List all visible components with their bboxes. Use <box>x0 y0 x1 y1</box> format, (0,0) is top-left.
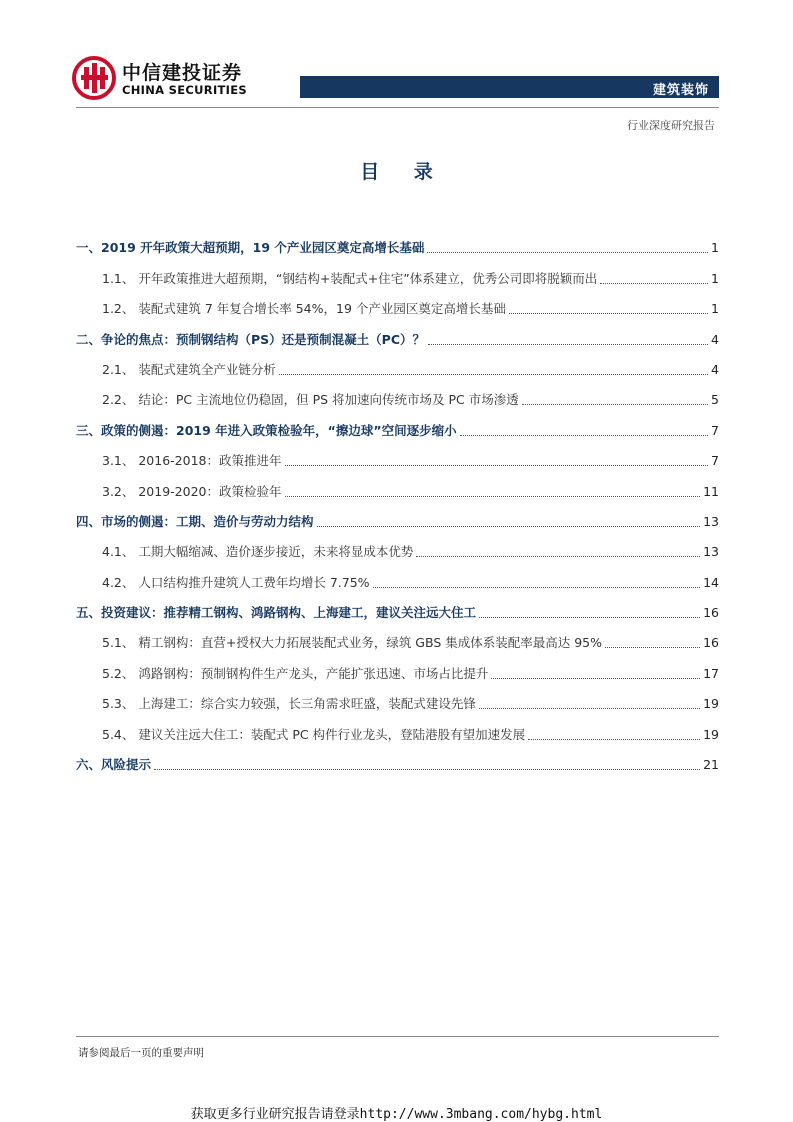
toc-chapter-entry[interactable] <box>76 324 719 354</box>
toc-chapter-entry[interactable] <box>76 598 719 628</box>
toc-page-number[interactable]: 7 <box>711 453 719 469</box>
toc-dot-leader <box>522 404 708 405</box>
toc-entry-title[interactable]: 1.1、 开年政策推进大超预期，“钢结构+装配式+住宅”体系建立，优秀公司即将脱颖而出 <box>102 270 598 286</box>
toc-dot-leader <box>416 556 700 557</box>
toc-page-number[interactable]: 21 <box>703 757 719 773</box>
toc-section-entry[interactable] <box>76 719 719 749</box>
disclaimer: 请参阅最后一页的重要声明 <box>78 1047 204 1059</box>
toc-page-number[interactable]: 4 <box>711 361 719 377</box>
toc-page-number[interactable]: 1 <box>711 301 719 317</box>
toc-entry-title[interactable]: 5.2、 鸿路钢构：预制钢构件生产龙头，产能扩张迅速、市场占比提升 <box>102 665 489 681</box>
sector-label: 建筑装饰 <box>652 83 709 98</box>
toc-dot-leader <box>460 435 708 436</box>
toc-dot-leader <box>605 647 700 648</box>
toc-entry-title[interactable]: 5.1、 精工钢构：直营+授权大力拓展装配式业务，绿筑 GBS 集成体系装配率最高达 95% <box>102 635 603 651</box>
website-note[interactable]: 获取更多行业研究报告请登录http://www.3mbang.com/hybg.html <box>190 1107 603 1122</box>
toc-chapter-entry[interactable] <box>76 750 719 780</box>
toc-dot-leader <box>491 678 700 679</box>
header-divider <box>76 107 719 108</box>
toc-title: 目 录 <box>360 161 447 183</box>
toc-page-number[interactable]: 5 <box>711 392 719 408</box>
toc-entry-title[interactable]: 六、风险提示 <box>76 757 152 773</box>
toc-entry-title[interactable]: 四、市场的侧遏：工期、造价与劳动力结构 <box>76 513 314 529</box>
toc-dot-leader <box>373 587 701 588</box>
toc-entry-title[interactable]: 3.2、 2019-2020：政策检验年 <box>102 483 282 499</box>
toc-dot-leader <box>509 313 708 314</box>
toc-entry-title[interactable]: 5.3、 上海建工：综合实力较强，长三角需求旺盛，装配式建设先锋 <box>102 696 476 712</box>
toc-dot-leader <box>279 374 708 375</box>
toc-page-number[interactable]: 14 <box>703 574 719 590</box>
toc-section-entry[interactable] <box>76 689 719 719</box>
toc-chapter-entry[interactable] <box>76 507 719 537</box>
toc-entry-title[interactable]: 4.2、 人口结构推升建筑人工费年均增长 7.75% <box>102 574 370 590</box>
toc-dot-leader <box>154 769 700 770</box>
toc-page-number[interactable]: 16 <box>703 605 719 621</box>
toc-dot-leader <box>428 344 708 345</box>
toc-dot-leader <box>600 283 708 284</box>
toc-page-number[interactable]: 4 <box>711 331 719 347</box>
toc-page-number[interactable]: 11 <box>703 483 719 499</box>
toc-page-number[interactable]: 13 <box>703 513 719 529</box>
company-logo <box>72 56 252 106</box>
footer-divider <box>76 1036 719 1037</box>
toc-section-entry[interactable] <box>76 294 719 324</box>
toc-section-entry[interactable] <box>76 537 719 567</box>
toc-dot-leader <box>427 252 708 253</box>
toc-page-number[interactable]: 1 <box>711 270 719 286</box>
toc-entry-title[interactable]: 4.1、 工期大幅缩减、造价逐步接近，未来将显成本优势 <box>102 544 414 560</box>
toc-section-entry[interactable] <box>76 446 719 476</box>
logo-chinese-name: 中信建投证券 <box>122 62 243 84</box>
toc-dot-leader <box>285 465 709 466</box>
toc-dot-leader <box>317 526 701 527</box>
toc-entry-title[interactable]: 5.4、 建议关注远大住工：装配式 PC 构件行业龙头，登陆港股有望加速发展 <box>102 726 526 742</box>
toc-entry-title[interactable]: 2.2、 结论：PC 主流地位仍稳固，但 PS 将加速向传统市场及 PC 市场渗透 <box>102 392 519 408</box>
toc-chapter-entry[interactable] <box>76 233 719 263</box>
table-of-contents <box>76 233 719 780</box>
citic-logo-icon <box>72 56 116 100</box>
toc-page-number[interactable]: 7 <box>711 422 719 438</box>
toc-page-number[interactable]: 1 <box>711 240 719 256</box>
toc-section-entry[interactable] <box>76 567 719 597</box>
sector-banner <box>300 76 719 98</box>
toc-section-entry[interactable] <box>76 385 719 415</box>
report-type: 行业深度研究报告 <box>627 119 715 132</box>
toc-entry-title[interactable]: 1.2、 装配式建筑 7 年复合增长率 54%，19 个产业园区奠定高增长基础 <box>102 301 506 317</box>
toc-section-entry[interactable] <box>76 476 719 506</box>
toc-dot-leader <box>285 496 701 497</box>
toc-page-number[interactable]: 19 <box>703 726 719 742</box>
toc-section-entry[interactable] <box>76 263 719 293</box>
toc-entry-title[interactable]: 三、政策的侧遏：2019 年进入政策检验年，“擦边球”空间逐步缩小 <box>76 422 457 438</box>
toc-section-entry[interactable] <box>76 628 719 658</box>
toc-entry-title[interactable]: 2.1、 装配式建筑全产业链分析 <box>102 361 276 377</box>
toc-dot-leader <box>479 708 700 709</box>
toc-entry-title[interactable]: 二、争论的焦点：预制钢结构（PS）还是预制混凝土（PC）？ <box>76 331 426 347</box>
toc-entry-title[interactable]: 一、2019 开年政策大超预期，19 个产业园区奠定高增长基础 <box>76 240 425 256</box>
toc-page-number[interactable]: 19 <box>703 696 719 712</box>
logo-english-name: CHINA SECURITIES <box>122 83 247 97</box>
toc-section-entry[interactable] <box>76 355 719 385</box>
toc-page-number[interactable]: 16 <box>703 635 719 651</box>
toc-dot-leader <box>528 739 700 740</box>
toc-page-number[interactable]: 17 <box>703 665 719 681</box>
toc-section-entry[interactable] <box>76 658 719 688</box>
toc-entry-title[interactable]: 五、投资建议：推荐精工钢构、鸿路钢构、上海建工，建议关注远大住工 <box>76 605 477 621</box>
toc-page-number[interactable]: 13 <box>703 544 719 560</box>
toc-entry-title[interactable]: 3.1、 2016-2018：政策推进年 <box>102 453 282 469</box>
toc-chapter-entry[interactable] <box>76 415 719 445</box>
toc-dot-leader <box>479 617 700 618</box>
